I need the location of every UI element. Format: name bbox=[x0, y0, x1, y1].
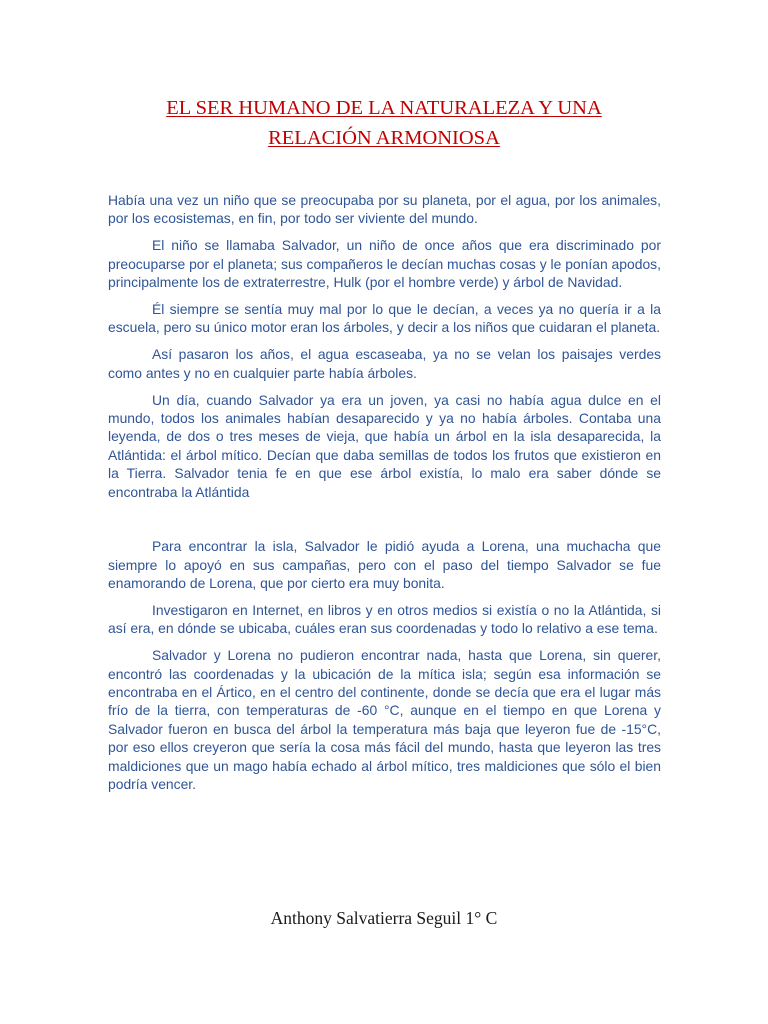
paragraph-2: El niño se llamaba Salvador, un niño de once años que era discriminado por preocuparse por el planeta; sus compañeros le decían muchas cosas y le ponían apodos, principalmente los de extraterrestre, Hulk (por el hombre verde) y árbol de Navidad. bbox=[108, 237, 661, 291]
story-body bbox=[108, 191, 661, 802]
paragraph-3: Él siempre se sentía muy mal por lo que le decían, a veces ya no quería ir a la escuela, pero su único motor eran los árboles, y decir a los niños que cuidaran el planeta. bbox=[108, 301, 661, 336]
document-title bbox=[108, 93, 660, 153]
paragraph-6: Para encontrar la isla, Salvador le pidió ayuda a Lorena, una muchacha que siempre lo apoyó en sus campañas, pero con el paso del tiempo Salvador se fue enamorando de Lorena, que por cierto era muy bonita. bbox=[108, 538, 661, 591]
author-signature: Anthony Salvatierra Seguil 1° C bbox=[270, 908, 498, 928]
title-line-1: EL SER HUMANO DE LA NATURALEZA Y UNA bbox=[166, 97, 602, 119]
paragraph-7: Investigaron en Internet, en libros y en otros medios si existía o no la Atlántida, si así era, en dónde se ubicaba, cuáles eran sus coordenadas y todo lo relativo a ese tema. bbox=[108, 601, 661, 637]
paragraph-4: Así pasaron los años, el agua escaseaba, ya no se velan los paisajes verdes como antes y no en cualquier parte había árboles. bbox=[108, 346, 661, 381]
paragraph-5: Un día, cuando Salvador ya era un joven, ya casi no había agua dulce en el mundo, todos los animales habían desaparecido y ya no había árboles. Contaba una leyenda, de dos o tres meses de vieja, que había un árbol en la isla desaparecida, la Atlántida: el árbol mítico. Decían que daba semillas de todos los frutos que existieron en la Tierra. Salvador tenia fe en que ese árbol existía, lo malo era saber dónde se encontraba la Atlántida bbox=[108, 391, 661, 500]
paragraph-8: Salvador y Lorena no pudieron encontrar nada, hasta que Lorena, sin querer, encontró las coordenadas y la ubicación de la mítica isla; según esa información se encontraba en el Ártico, en el centro del continente, donde se decía que era el lugar más frío de la tierra, con temperaturas de -60 °C, aunque en el tiempo en que Lorena y Salvador fueron en busca del árbol la temperatura más baja que leyeron fue de -15°C, por eso ellos creyeron que sería la cosa más fácil del mundo, hasta que leyeron las tres maldiciones que un mago había echado al árbol mítico, tres maldiciones que sólo el bien podría vencer. bbox=[108, 647, 661, 792]
title-line-2: RELACIÓN ARMONIOSA bbox=[268, 127, 500, 149]
paragraph-1: Había una vez un niño que se preocupaba por su planeta, por el agua, por los animales, por los ecosistemas, en fin, por todo ser viviente del mundo. bbox=[108, 192, 661, 227]
